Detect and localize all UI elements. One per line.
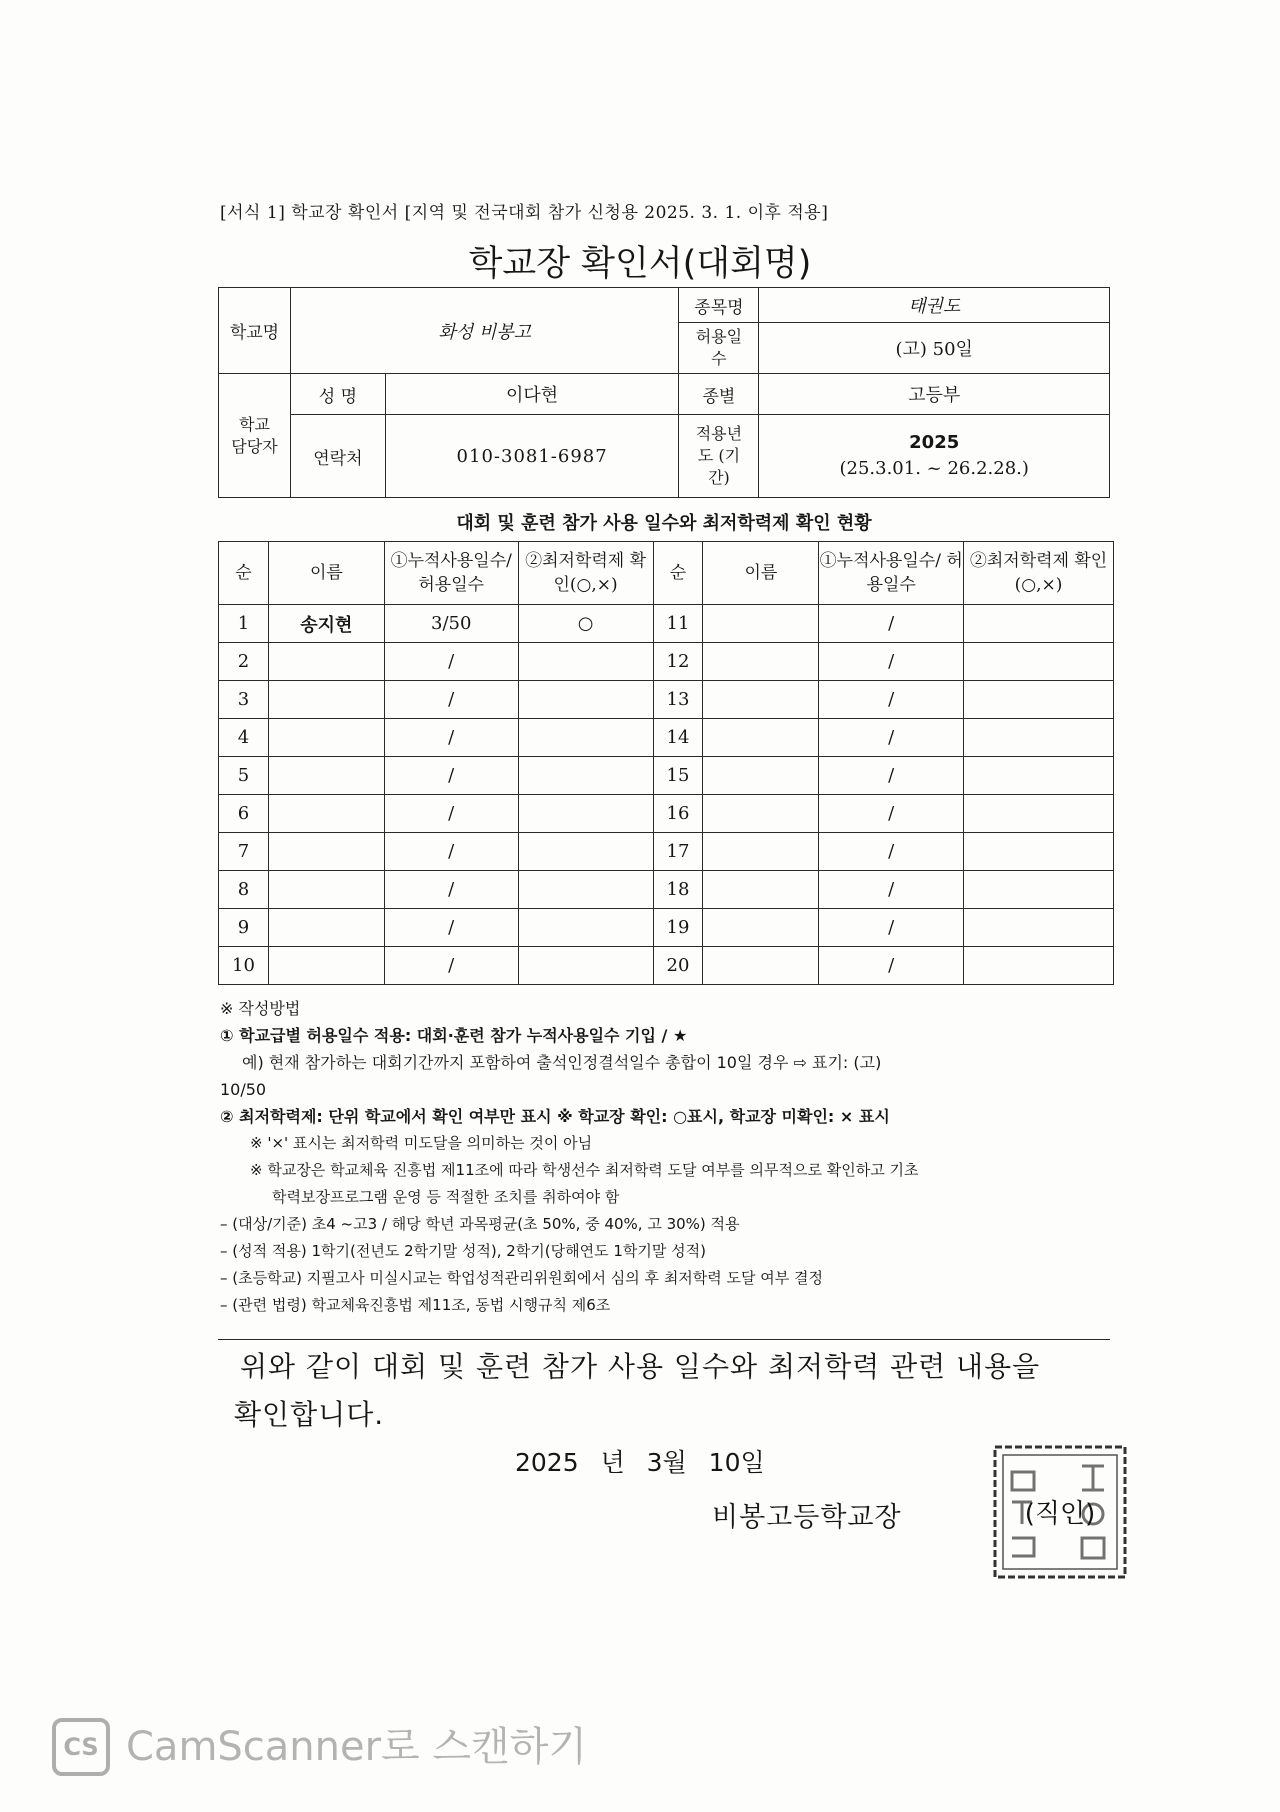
allowed-days-value: (고) 50일 <box>759 323 1110 374</box>
period-value: (25.3.01. ~ 26.2.28.) <box>839 458 1029 479</box>
row-name <box>268 757 384 795</box>
row-academic <box>518 909 653 947</box>
row-name <box>703 605 819 643</box>
row-days: / <box>819 643 964 681</box>
row-name <box>703 795 819 833</box>
event-label: 종목명 <box>679 288 759 323</box>
row-academic <box>964 605 1114 643</box>
row-name <box>703 909 819 947</box>
row-name <box>703 681 819 719</box>
instruction-1: ① 학교급별 허용일수 적용: 대회·훈련 참가 누적사용일수 기입 / ★ <box>220 1026 688 1045</box>
row-days: / <box>819 833 964 871</box>
row-days: / <box>384 757 518 795</box>
event-value: 태권도 <box>759 288 1110 323</box>
table-row <box>219 833 1114 871</box>
row-academic <box>964 833 1114 871</box>
instructions <box>220 995 1110 1319</box>
row-no: 19 <box>653 909 703 947</box>
instruction-1-example: 예) 현재 참가하는 대회기간까지 포함하여 출석인정결석일수 총합이 10일 경우 ⇨ 표기: (고) <box>242 1053 882 1072</box>
official-seal-icon <box>990 1442 1130 1582</box>
table-row <box>219 757 1114 795</box>
confirmation-line-1: 위와 같이 대회 및 훈련 참가 사용 일수와 최저학력 관련 내용을 <box>240 1350 1041 1383</box>
row-academic <box>964 719 1114 757</box>
row-academic <box>964 757 1114 795</box>
seal-text: (직인) <box>1024 1499 1096 1529</box>
row-days: / <box>384 643 518 681</box>
camscanner-logo-icon: CS <box>52 1718 110 1776</box>
confirmation-text <box>234 1343 1110 1439</box>
row-academic <box>518 719 653 757</box>
instruction-1-example-cont: 10/50 <box>220 1080 267 1099</box>
table-row <box>219 605 1114 643</box>
header-name-2: 이름 <box>703 542 819 605</box>
row-name: 송지현 <box>268 605 384 643</box>
row-no: 8 <box>219 871 269 909</box>
row-days: / <box>819 719 964 757</box>
document-title: 학교장 확인서(대회명) <box>468 244 812 284</box>
row-name <box>268 909 384 947</box>
detail-law: – (관련 법령) 학교체육진흥법 제11조, 동법 시행규칙 제6조 <box>220 1296 611 1314</box>
row-name <box>268 719 384 757</box>
row-days: / <box>819 871 964 909</box>
row-no: 7 <box>219 833 269 871</box>
row-no: 4 <box>219 719 269 757</box>
camscanner-text: CamScanner로 스캔하기 <box>126 1724 587 1770</box>
table-row <box>219 909 1114 947</box>
principal-title: 비봉고등학교장 <box>712 1502 902 1533</box>
issue-date: 2025 년 3월 10일 <box>515 1448 765 1477</box>
row-no: 5 <box>219 757 269 795</box>
header-no: 순 <box>219 542 269 605</box>
row-no: 1 <box>219 605 269 643</box>
row-days: / <box>819 605 964 643</box>
row-name <box>703 833 819 871</box>
row-days: / <box>819 757 964 795</box>
row-academic <box>964 643 1114 681</box>
row-academic <box>964 909 1114 947</box>
header-name: 이름 <box>268 542 384 605</box>
row-days: / <box>819 947 964 985</box>
row-no: 14 <box>653 719 703 757</box>
instruction-2-note-b: ※ 학교장은 학교체육 진흥법 제11조에 따라 학생선수 최저학력 도달 여부를 의무적으로 확인하고 기초 <box>250 1161 919 1179</box>
row-academic <box>964 871 1114 909</box>
roster-header-row <box>219 542 1114 605</box>
school-info-table <box>218 287 1110 498</box>
participation-roster-table <box>218 541 1114 985</box>
division-value: 고등부 <box>759 374 1110 415</box>
row-no: 2 <box>219 643 269 681</box>
row-name <box>268 871 384 909</box>
row-name <box>268 681 384 719</box>
contact-name-value: 이다현 <box>385 374 679 415</box>
instruction-2: ② 최저학력제: 단위 학교에서 확인 여부만 표시 ※ 학교장 확인: ○표시, 학교장 미확인: × 표시 <box>220 1107 890 1126</box>
row-name <box>268 833 384 871</box>
row-days: / <box>384 871 518 909</box>
row-academic <box>964 795 1114 833</box>
row-academic <box>518 643 653 681</box>
row-name <box>268 643 384 681</box>
row-academic <box>518 757 653 795</box>
detail-grades: – (성적 적용) 1학기(전년도 2학기말 성적), 2학기(당해연도 1학기말 성적) <box>220 1242 706 1260</box>
row-days: / <box>819 909 964 947</box>
row-name <box>703 643 819 681</box>
header-no-2: 순 <box>653 542 703 605</box>
row-no: 12 <box>653 643 703 681</box>
allowed-days-label: 허용일수 <box>679 323 759 374</box>
header-days-2: ①누적사용일수/ 허용일수 <box>819 542 964 605</box>
row-days: / <box>384 681 518 719</box>
contact-name-label: 성 명 <box>290 374 385 415</box>
row-name <box>703 757 819 795</box>
contact-phone-label: 연락처 <box>290 415 385 498</box>
form-header: [서식 1] 학교장 확인서 [지역 및 전국대회 참가 신청용 2025. 3. 1. 이후 적용] <box>220 203 829 223</box>
contact-phone-value: 010-3081-6987 <box>385 415 679 498</box>
row-no: 20 <box>653 947 703 985</box>
row-no: 3 <box>219 681 269 719</box>
instruction-2-note-b-cont: 학력보장프로그램 운영 등 적절한 조치를 취하여야 함 <box>272 1188 620 1206</box>
row-no: 11 <box>653 605 703 643</box>
notes-divider <box>218 1339 1110 1340</box>
row-name <box>268 947 384 985</box>
row-no: 13 <box>653 681 703 719</box>
header-academic: ②최저학력제 확인(○,×) <box>518 542 653 605</box>
row-name <box>703 871 819 909</box>
year-value: 2025 <box>909 432 960 453</box>
roster-section-title: 대회 및 훈련 참가 사용 일수와 최저학력제 확인 현황 <box>456 513 872 534</box>
row-name <box>703 719 819 757</box>
row-academic <box>518 947 653 985</box>
row-no: 18 <box>653 871 703 909</box>
row-academic: ○ <box>518 605 653 643</box>
school-name-value: 화성 비봉고 <box>290 288 679 374</box>
row-days: / <box>384 833 518 871</box>
row-no: 10 <box>219 947 269 985</box>
row-academic <box>518 871 653 909</box>
row-days: / <box>384 947 518 985</box>
row-academic <box>964 947 1114 985</box>
contact-group-label: 학교 담당자 <box>219 374 291 498</box>
header-academic-2: ②최저학력제 확인(○,×) <box>964 542 1114 605</box>
row-no: 6 <box>219 795 269 833</box>
row-days: 3/50 <box>384 605 518 643</box>
row-days: / <box>384 795 518 833</box>
row-no: 17 <box>653 833 703 871</box>
row-academic <box>518 795 653 833</box>
instructions-heading: ※ 작성방법 <box>220 999 301 1018</box>
division-label: 종별 <box>679 374 759 415</box>
row-no: 15 <box>653 757 703 795</box>
row-academic <box>964 681 1114 719</box>
school-name-label: 학교명 <box>219 288 291 374</box>
header-days: ①누적사용일수/ 허용일수 <box>384 542 518 605</box>
table-row <box>219 947 1114 985</box>
row-name <box>703 947 819 985</box>
table-row <box>219 681 1114 719</box>
row-days: / <box>384 909 518 947</box>
confirmation-line-2: 확인합니다. <box>234 1398 385 1431</box>
table-row <box>219 643 1114 681</box>
table-row <box>219 795 1114 833</box>
row-academic <box>518 833 653 871</box>
year-label: 적용년도 (기간) <box>679 415 759 498</box>
detail-elementary: – (초등학교) 지필고사 미실시교는 학업성적관리위원회에서 심의 후 최저학력 도달 여부 결정 <box>220 1269 824 1287</box>
table-row <box>219 719 1114 757</box>
row-no: 16 <box>653 795 703 833</box>
table-row <box>219 871 1114 909</box>
row-name <box>268 795 384 833</box>
instruction-2-note-a: ※ '×' 표시는 최저학력 미도달을 의미하는 것이 아님 <box>250 1134 593 1152</box>
detail-target: – (대상/기준) 초4 ~고3 / 해당 학년 과목평균(초 50%, 중 40%, 고 30%) 적용 <box>220 1215 740 1233</box>
row-academic <box>518 681 653 719</box>
row-days: / <box>819 681 964 719</box>
row-days: / <box>384 719 518 757</box>
row-no: 9 <box>219 909 269 947</box>
row-days: / <box>819 795 964 833</box>
